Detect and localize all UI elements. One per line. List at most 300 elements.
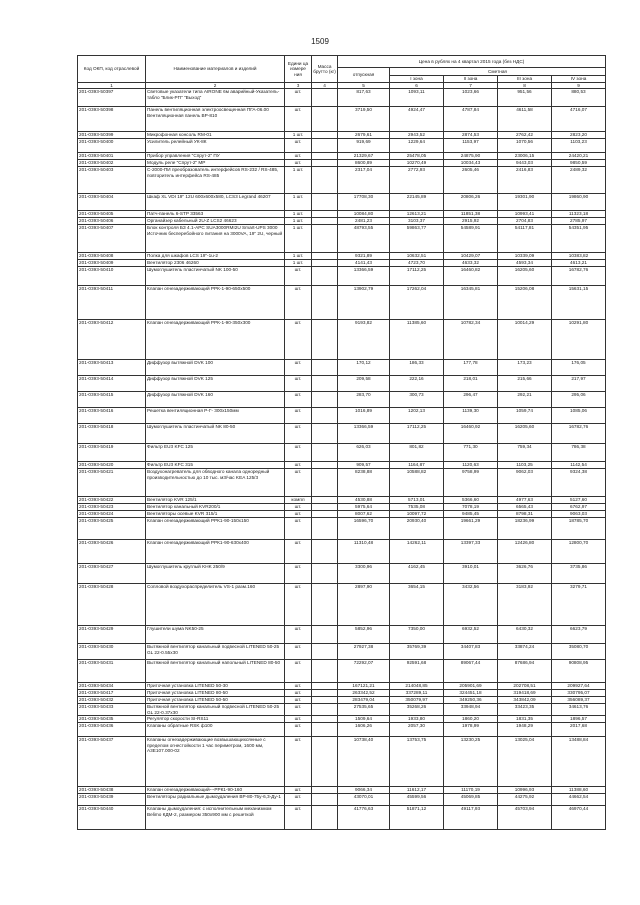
table-row [78,697,606,704]
table-row [78,376,606,392]
cell-price-zone1: 17112,25 [390,424,444,444]
cell-price-zone3: 10993,41 [498,211,552,218]
cell-price-release: 4530,88 [338,497,390,504]
cell-unit: шт. [285,683,312,690]
cell-price-zone1: 1164,87 [390,462,444,469]
cell-unit: шт. [285,584,312,626]
cell-price-zone2: 2915,92 [444,218,498,225]
table-row [78,644,606,660]
cell-price-zone1: 337289,11 [390,690,444,697]
cell-code: 201-0393-50427 [78,564,146,584]
cell-unit: 1 шт. [285,218,312,225]
cell-price-zone4: 1142,54 [552,462,606,469]
cell-mass [312,153,338,160]
cell-name: Клапан огнезадерживающий РРК1-90-150х150 [146,518,285,540]
cell-mass [312,683,338,690]
table-row [78,408,606,424]
cell-name: Патч-панель 6-STP 33563 [146,211,285,218]
cell-mass [312,716,338,723]
cell-mass [312,737,338,787]
cell-price-zone2: 24875,90 [444,153,498,160]
cell-code: 201-0393-50436 [78,723,146,737]
cell-price-zone2: 1153,97 [444,139,498,153]
table-body [78,89,606,830]
cell-code: 201-0393-50419 [78,444,146,462]
cell-price-zone1: 3654,15 [390,584,444,626]
column-index-4: 4 [312,83,338,89]
cell-price-zone2: 34407,83 [444,644,498,660]
cell-price-zone2: 1139,30 [444,408,498,424]
table-row [78,806,606,830]
cell-name: Клапан огнезадерживающий РРК-1-90-350х300 [146,320,285,360]
cell-price-zone2: 33948,94 [444,704,498,716]
cell-name: Вентилятор 2306 46260 [146,260,285,267]
cell-price-zone3: 13025,04 [498,737,552,787]
cell-unit: шт. [285,660,312,683]
cell-price-zone1: 7535,08 [390,504,444,511]
cell-price-release: 263342,52 [338,690,390,697]
cell-price-zone3: 10014,29 [498,320,552,360]
cell-price-release: 8238,88 [338,469,390,497]
cell-code: 201-0393-50412 [78,320,146,360]
cell-code: 201-0393-50435 [78,716,146,723]
cell-mass [312,392,338,408]
table-row [78,392,606,408]
cell-unit: шт. [285,408,312,424]
cell-unit: 1 шт. [285,253,312,260]
cell-mass [312,584,338,626]
cell-name: Клапаны дымоудаления: с исполнительным механизмом Belimo КДМ-2, размером 350х900 мм с решеткой [146,806,285,830]
cell-price-zone3: 759,34 [498,444,552,462]
cell-price-zone3: 16205,60 [498,424,552,444]
cell-code: 201-0393-50437 [78,737,146,787]
cell-mass [312,690,338,697]
cell-price-zone1: 214048,85 [390,683,444,690]
cell-price-zone3: 8798,31 [498,511,552,518]
cell-price-release: 27535,65 [338,704,390,716]
cell-mass [312,697,338,704]
cell-price-zone4: 16782,76 [552,424,606,444]
cell-name: Воздухонагреватель для обводного канала одноредный производительностью до 10 тыс. м3/час KEA 125/3 [146,469,285,497]
cell-price-zone3: 292,21 [498,392,552,408]
cell-price-release: 1606,26 [338,723,390,737]
cell-price-release: 48793,55 [338,225,390,253]
cell-unit: шт. [285,806,312,830]
cell-code: 201-0393-50410 [78,267,146,286]
cell-price-release: 9193,82 [338,320,390,360]
cell-price-zone1: 1202,13 [390,408,444,424]
cell-price-zone2: 11170,19 [444,787,498,794]
cell-mass [312,723,338,737]
cell-price-zone1: 11385,60 [390,320,444,360]
cell-price-release: 1509,64 [338,716,390,723]
cell-code: 201-0393-50425 [78,518,146,540]
cell-price-zone3: 33423,35 [498,704,552,716]
cell-price-zone2: 16345,81 [444,286,498,320]
cell-mass [312,376,338,392]
cell-mass [312,504,338,511]
cell-price-zone2: 19661,29 [444,518,498,540]
cell-price-zone1: 350079,97 [390,697,444,704]
cell-unit: 1 шт. [285,132,312,139]
cell-code: 201-0393-50431 [78,660,146,683]
cell-price-zone4: 5127,60 [552,497,606,504]
cell-name: Диффузор вытяжной DVK 125 [146,376,285,392]
cell-price-zone3: 23006,15 [498,153,552,160]
cell-price-zone1: 13753,75 [390,737,444,787]
cell-unit: шт. [285,511,312,518]
table-row [78,469,606,497]
cell-code: 201-0393-50405 [78,211,146,218]
cell-price-zone3: 4593,34 [498,260,552,267]
table-row [78,107,606,132]
cell-price-release: 4141,43 [338,260,390,267]
cell-name: Фильтр EU3 KFC 125 [146,444,285,462]
cell-price-release: 5852,96 [338,626,390,644]
cell-unit: шт. [285,716,312,723]
cell-price-zone4: 54351,95 [552,225,606,253]
cell-price-zone2: 10429,07 [444,253,498,260]
cell-code: 201-0393-50424 [78,511,146,518]
cell-name: Клапаны огнезадерживающие возвышающихсянные с пределом огнестойкости 1 час периметром, 1600 мм, A3E107.000-02 [146,737,285,787]
cell-price-zone2: 16460,82 [444,267,498,286]
cell-code: 201-0393-50397 [78,89,146,107]
column-index-7: 7 [444,83,498,89]
price-table [77,55,606,830]
table-row [78,167,606,194]
cell-mass [312,540,338,564]
cell-price-zone4: 35080,70 [552,644,606,660]
cell-code: 201-0393-50440 [78,806,146,830]
cell-name: Регулятор скорости SI-RS11 [146,716,285,723]
cell-price-zone2: 20806,26 [444,194,498,211]
cell-unit: 1 шт. [285,225,312,253]
table-row [78,286,606,320]
cell-name: С-2000-ПИ преобразователь интерфейсов RS-232 / RS-485, повторитель интерфейса RS-485 [146,167,285,194]
cell-price-release: 72292,07 [338,660,390,683]
cell-unit: шт. [285,690,312,697]
cell-price-zone4: 4613,21 [552,260,606,267]
cell-price-zone4: 3735,86 [552,564,606,584]
cell-price-release: 9066,34 [338,787,390,794]
table-row [78,794,606,806]
cell-price-zone4: 16782,76 [552,267,606,286]
table-row [78,444,606,462]
table-row [78,424,606,444]
table-row [78,737,606,787]
table-row [78,504,606,511]
cell-price-zone4: 19860,90 [552,194,606,211]
cell-name: Блок контроля БЗ 4.1-APC SUA3000RMI2U Smart-UPS 3000 Источник бесперебойного питания на 3000VA, 19" 2U, черный [146,225,285,253]
cell-mass [312,408,338,424]
cell-price-zone2: 16460,92 [444,424,498,444]
cell-code: 201-0393-50432 [78,697,146,704]
cell-unit: шт. [285,286,312,320]
cell-price-zone2: 349250,36 [444,697,498,704]
cell-name: Клапан огнезадерживающий РРК1-90-630х400 [146,540,285,564]
cell-mass [312,107,338,132]
cell-price-zone1: 22145,89 [390,194,444,211]
header-zone2: II зона [444,76,498,83]
table-row [78,704,606,716]
cell-price-zone2: 218,01 [444,376,498,392]
cell-code: 201-0393-50414 [78,376,146,392]
table-row [78,194,606,211]
cell-unit: шт. [285,462,312,469]
cell-name: Вытяжной вентилятор канальный напольный LITENED 80-50 [146,660,285,683]
cell-price-zone3: 6430,32 [498,626,552,644]
cell-mass [312,518,338,540]
cell-unit: шт. [285,320,312,360]
cell-name: Клапан огнезадерживающий---РРК1-90-160 [146,787,285,794]
cell-price-zone2: 10782,34 [444,320,498,360]
cell-price-release: 3719,50 [338,107,390,132]
cell-price-release: 283479,04 [338,697,390,704]
table-row [78,540,606,564]
cell-code: 201-0393-50438 [78,787,146,794]
cell-price-zone2: 3432,56 [444,584,498,626]
cell-unit: компл [285,497,312,504]
cell-mass [312,194,338,211]
table-row [78,160,606,167]
cell-code: 201-0393-50423 [78,504,146,511]
table-row [78,211,606,218]
table-row [78,253,606,260]
cell-price-zone1: 2057,30 [390,723,444,737]
cell-name: Диффузор вытяжной DVK 160 [146,392,285,408]
cell-name: Вытяжной вентилятор канальный подвесной LITENED 50-25 GL 22-0.55x30 [146,644,285,660]
cell-price-release: 27927,38 [338,644,390,660]
cell-unit: 1 шт. [285,194,312,211]
cell-mass [312,497,338,504]
cell-price-zone2: 54589,91 [444,225,498,253]
cell-price-zone3: 215,66 [498,376,552,392]
cell-unit: 1 шт. [285,211,312,218]
cell-price-zone4: 90808,95 [552,660,606,683]
cell-mass [312,218,338,225]
cell-price-zone4: 11323,18 [552,211,606,218]
cell-code: 201-0393-50434 [78,683,146,690]
cell-price-zone1: 35769,39 [390,644,444,660]
cell-mass [312,794,338,806]
cell-name: Прибор управления "Спрут-2" ПУ [146,153,285,160]
cell-price-zone1: 2772,93 [390,167,444,194]
cell-unit: шт. [285,267,312,286]
cell-price-release: 283,70 [338,392,390,408]
cell-price-zone2: 1120,63 [444,462,498,469]
cell-price-zone3: 1059,74 [498,408,552,424]
column-index-9: 9 [552,83,606,89]
table-row [78,260,606,267]
table-row [78,716,606,723]
cell-price-zone2: 9758,99 [444,469,498,497]
cell-price-zone2: 4787,84 [444,107,498,132]
header-name: Наименование материалов и изделий [146,56,285,83]
cell-price-zone3: 10996,93 [498,787,552,794]
cell-price-release: 817,63 [338,89,390,107]
cell-code: 201-0393-50413 [78,360,146,376]
cell-price-zone4: 18785,70 [552,518,606,540]
cell-mass [312,320,338,360]
cell-name: Шумоглушитель пластинчатый NK 100-50 [146,267,285,286]
cell-code: 201-0393-50418 [78,424,146,444]
cell-price-zone4: 217,97 [552,376,606,392]
cell-price-zone2: 6932,52 [444,626,498,644]
cell-mass [312,360,338,376]
cell-code: 201-0393-50400 [78,139,146,153]
cell-price-release: 3300,96 [338,564,390,584]
cell-mass [312,424,338,444]
cell-price-zone4: 13488,84 [552,737,606,787]
cell-mass [312,469,338,497]
cell-code: 201-0393-50422 [78,497,146,504]
cell-price-zone1: 17262,04 [390,286,444,320]
cell-price-zone2: 771,30 [444,444,498,462]
table-row [78,584,606,626]
cell-unit: шт. [285,540,312,564]
table-row [78,690,606,697]
column-index-5: 5 [338,83,390,89]
cell-name: Фильтр EU3 KFC 315 [146,462,285,469]
cell-price-zone3: 202708,51 [498,683,552,690]
cell-price-zone3: 343842,09 [498,697,552,704]
cell-price-zone1: 25478,05 [390,153,444,160]
cell-unit: шт. [285,153,312,160]
cell-price-zone1: 1229,64 [390,139,444,153]
cell-price-zone3: 2704,83 [498,218,552,225]
cell-price-zone1: 11612,17 [390,787,444,794]
cell-price-zone1: 1093,11 [390,89,444,107]
table-row [78,360,606,376]
cell-price-zone3: 4977,63 [498,497,552,504]
cell-price-zone2: 4633,32 [444,260,498,267]
cell-name: Клапан огнезадерживающий РРК-1-90-650х500 [146,286,285,320]
cell-price-zone2: 11851,38 [444,211,498,218]
cell-unit: шт. [285,564,312,584]
cell-code: 201-0393-50429 [78,626,146,644]
cell-price-zone3: 18236,99 [498,518,552,540]
cell-price-zone2: 1860,20 [444,716,498,723]
cell-price-zone3: 16205,60 [498,267,552,286]
cell-name: Усилитель релейный УК-8К [146,139,285,153]
cell-price-zone4: 786,38 [552,444,606,462]
cell-price-release: 43070,01 [338,794,390,806]
cell-code: 201-0393-50408 [78,253,146,260]
cell-price-zone1: 59863,77 [390,225,444,253]
cell-name: Приточная установка LITENED 50-30 [146,683,285,690]
cell-price-zone4: 46970,44 [552,806,606,830]
table-row [78,132,606,139]
cell-price-zone1: 4924,47 [390,107,444,132]
table-row [78,320,606,360]
cell-name: Диффузор вытяжной DVK 100 [146,360,285,376]
cell-name: Органайзер кабельный 2U-Z LCS2 46623 [146,218,285,225]
cell-unit: шт. [285,794,312,806]
cell-mass [312,564,338,584]
header-estimated: Сметная [390,68,606,76]
cell-price-zone4: 34613,76 [552,704,606,716]
column-index-1: 1 [78,83,146,89]
cell-mass [312,167,338,194]
cell-name: Шумоглушитель пластинчатый NK 80-50 [146,424,285,444]
cell-price-zone1: 801,82 [390,444,444,462]
cell-code: 201-0393-50421 [78,469,146,497]
table-row [78,462,606,469]
cell-name: Вентиляторы осевые KVR 315/1 [146,511,285,518]
cell-price-release: 13366,59 [338,424,390,444]
cell-code: 201-0393-50417 [78,690,146,697]
cell-name: Полка для шкафов LCS 19"-1u-2 [146,253,285,260]
table-row [78,225,606,253]
cell-price-zone4: 6762,97 [552,504,606,511]
table-row [78,89,606,107]
cell-code: 201-0393-50420 [78,462,146,469]
cell-price-zone4: 2785,97 [552,218,606,225]
cell-code: 201-0393-50411 [78,286,146,320]
cell-price-zone4: 330795,07 [552,690,606,697]
cell-price-zone3: 12426,80 [498,540,552,564]
cell-price-zone3: 319418,69 [498,690,552,697]
cell-price-zone1: 45599,56 [390,794,444,806]
table-row [78,218,606,225]
column-index-3: 3 [285,83,312,89]
cell-price-zone4: 12800,70 [552,540,606,564]
cell-price-release: 13366,59 [338,267,390,286]
cell-price-zone4: 11388,60 [552,787,606,794]
cell-price-zone4: 3279,71 [552,584,606,626]
cell-price-release: 1016,89 [338,408,390,424]
cell-price-zone1: 92591,68 [390,660,444,683]
cell-price-release: 8007,62 [338,511,390,518]
column-index-8: 8 [498,83,552,89]
cell-price-zone1: 300,73 [390,392,444,408]
cell-price-zone3: 87686,94 [498,660,552,683]
header-price: Цена в рублях на 4 квартал 2015 года (без НДС) [338,56,606,68]
cell-name: Вентилятор канальный KVR200/1 [146,504,285,511]
cell-mass [312,462,338,469]
cell-price-release: 21329,67 [338,153,390,160]
header-mass: Масса брутто (кг) [312,56,338,83]
cell-price-zone2: 1023,66 [444,89,498,107]
cell-price-zone4: 295,06 [552,392,606,408]
cell-price-zone1: 1933,80 [390,716,444,723]
cell-price-zone4: 44662,54 [552,794,606,806]
cell-price-zone2: 2874,53 [444,132,498,139]
header-zone3: III зона [498,76,552,83]
cell-price-zone4: 9063,03 [552,511,606,518]
cell-price-zone3: 45703,94 [498,806,552,830]
cell-price-zone2: 324451,18 [444,690,498,697]
cell-price-release: 626,03 [338,444,390,462]
cell-price-zone2: 49117,93 [444,806,498,830]
table-row [78,497,606,504]
cell-price-zone3: 9062,03 [498,469,552,497]
cell-price-release: 5975,64 [338,504,390,511]
cell-unit: шт. [285,160,312,167]
cell-price-release: 17708,30 [338,194,390,211]
table-row [78,518,606,540]
cell-price-zone1: 10097,72 [390,511,444,518]
cell-price-zone1: 35268,26 [390,704,444,716]
cell-price-zone4: 10383,82 [552,253,606,260]
cell-name: Шкаф XL VDI 19" 12U 600x600x580, LCS3 Legrand 46207 [146,194,285,211]
cell-price-zone1: 5713,01 [390,497,444,504]
table-row [78,626,606,644]
cell-name: Модуль реле "Спрут-2" МР [146,160,285,167]
cell-code: 201-0393-50401 [78,153,146,160]
cell-name: Приточная установка LITENED 80-50 [146,690,285,697]
table-row [78,564,606,584]
